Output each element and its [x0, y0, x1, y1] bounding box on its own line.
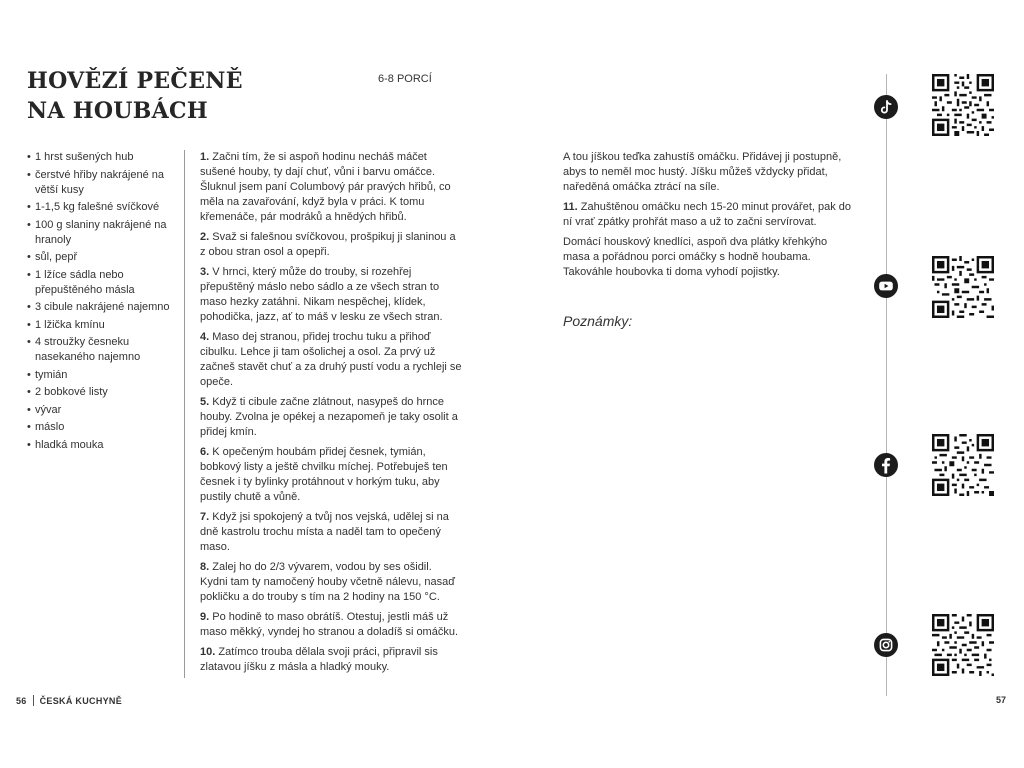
ingredient-item: • 3 cibule nakrájené najemno	[27, 300, 175, 315]
step-text: Zalej ho do 2/3 vývarem, vodou by ses ošidil. Kydni tam ty namočený houby včetně nálevu, nasaď pokličku a do trouby s tím na 2 hodiny na 150 °C.	[200, 561, 456, 603]
qr-code[interactable]	[932, 256, 994, 318]
recipe-title	[27, 66, 243, 126]
step-number: 7.	[200, 511, 210, 523]
recipe-step	[200, 510, 462, 555]
step-number: 2.	[200, 231, 210, 243]
instagram-icon[interactable]	[874, 633, 898, 657]
step-number: 5.	[200, 396, 210, 408]
ingredient-item: • 1 lžička kmínu	[27, 318, 175, 333]
tiktok-icon[interactable]	[874, 95, 898, 119]
step-number: 6.	[200, 446, 210, 458]
recipe-step	[200, 330, 462, 390]
portions-label: 6-8 PORCÍ	[378, 73, 432, 85]
recipe-step	[200, 610, 462, 640]
step-text: K opečeným houbám přidej česnek, tymián, bobkový listy a ještě chvilku míchej. Potřebuješ ten česnek i ty bylinky protáhnout v horkým tuku, aby pustily chutě a vůně.	[200, 446, 448, 503]
ingredient-item: • hladká mouka	[27, 438, 175, 453]
step-number: 1.	[200, 151, 210, 163]
step-text: Začni tím, že si aspoň hodinu necháš máčet sušené houby, ty dají chuť, vůni i barvu omáčce. Šluknul jsem paní Columbový pár pravých hřibů, co měla na zavařování, když byla v práci. K tomu křemenáče, pár modráků a hnědých hřibů.	[200, 151, 451, 223]
step-number: 9.	[200, 611, 210, 623]
recipe-step	[200, 445, 462, 505]
step-text: Když ti cibule začne zlátnout, nasypeš do hrnce houby. Zvolna je opékej a nezapomeň je taky osolit a přidej kmín.	[200, 396, 458, 438]
step-number: 4.	[200, 331, 210, 343]
book-title: ČESKÁ KUCHYNĚ	[39, 696, 123, 706]
recipe-step	[563, 200, 853, 230]
step-text: Zahuštěnou omáčku nech 15-20 minut provářet, pak do ní vrať zpátky prohřát maso a už to začni servírovat.	[563, 201, 852, 228]
step-number: 11.	[563, 201, 578, 213]
social-timeline-line	[886, 74, 887, 696]
recipe-step	[200, 265, 462, 325]
ingredient-item: • 1 lžíce sádla nebo přepuštěného másla	[27, 268, 175, 298]
step-text: Maso dej stranou, přidej trochu tuku a přihoď cibulku. Lehce ji tam ošolichej a osol. Za prvý už začneš stavět chuť a za druhý pustí vodu a rychleji se opeče.	[200, 331, 462, 388]
ingredient-item: • 1-1,5 kg falešné svíčkové	[27, 200, 175, 215]
title-line-2: NA HOUBÁCH	[27, 98, 208, 124]
step-text: Když jsi spokojený a tvůj nos vejská, udělej si na dně kastrolu trochu místa a naděl tam to opečený maso.	[200, 511, 449, 553]
ingredient-item: • 4 stroužky česneku nasekaného najemno	[27, 335, 175, 365]
recipe-step	[200, 395, 462, 440]
step-text: Po hodině to maso obrátíš. Otestuj, jestli máš už maso měkký, vyndej ho stranou a doladíš si omáčku.	[200, 611, 459, 638]
qr-code[interactable]	[932, 434, 994, 496]
serving-paragraph: Domácí houskový knedlíci, aspoň dva plátky křehkýho masa a pořádnou porci omáčky s hodně houbama. Takováhle houbovka ti doma vyhodí pojistky.	[563, 236, 828, 278]
footer-left	[16, 695, 122, 706]
step-text: Zatímco trouba dělala svoji práci, připravil sis zlatavou jíšku z másla a hladký mouky.	[200, 646, 438, 673]
facebook-icon[interactable]	[874, 453, 898, 477]
notes-label: Poznámky:	[563, 313, 633, 329]
step-number: 10.	[200, 646, 216, 658]
recipe-step	[200, 230, 462, 260]
title-line-1: HOVĚZÍ PEČENĚ	[27, 68, 243, 94]
page-number-left: 56	[16, 696, 27, 706]
page-number-right: 57	[996, 695, 1007, 705]
recipe-step	[200, 560, 462, 605]
footer-separator	[33, 695, 34, 706]
ingredient-item: • čerstvé hřiby nakrájené na větší kusy	[27, 168, 175, 198]
continuation-paragraph: A tou jíškou teďka zahustíš omáčku. Přidávej ji postupně, abys to neměl moc hustý. Jíšku můžeš vždycky přidat, naředěná omáčka ztrácí na síle.	[563, 151, 842, 193]
step-number: 8.	[200, 561, 210, 573]
qr-code[interactable]	[932, 74, 994, 136]
qr-code[interactable]	[932, 614, 994, 676]
step-number: 3.	[200, 266, 210, 278]
ingredient-item: • 1 hrst sušených hub	[27, 150, 175, 165]
recipe-steps	[200, 150, 462, 680]
step-text: V hrnci, který může do trouby, si rozehřej přepuštěný máslo nebo sádlo a ze všech stran to maso hezky zatáhni. Nikam nespěchej, klídek, pohodička, jazz, ať to máš v lesku ze všech stran.	[200, 266, 443, 323]
recipe-continuation	[563, 150, 853, 285]
ingredients-list	[27, 150, 175, 455]
ingredient-item: • vývar	[27, 403, 175, 418]
ingredient-item: • sůl, pepř	[27, 250, 175, 265]
ingredient-item: • máslo	[27, 420, 175, 435]
ingredient-item: • 100 g slaniny nakrájené na hranoly	[27, 218, 175, 248]
youtube-icon[interactable]	[874, 274, 898, 298]
column-divider	[184, 150, 185, 678]
recipe-step	[200, 645, 462, 675]
recipe-step	[200, 150, 462, 225]
ingredient-item: • 2 bobkové listy	[27, 385, 175, 400]
ingredient-item: • tymián	[27, 368, 175, 383]
step-text: Svaž si falešnou svíčkovou, prošpikuj ji slaninou a z obou stran osol a opepři.	[200, 231, 456, 258]
